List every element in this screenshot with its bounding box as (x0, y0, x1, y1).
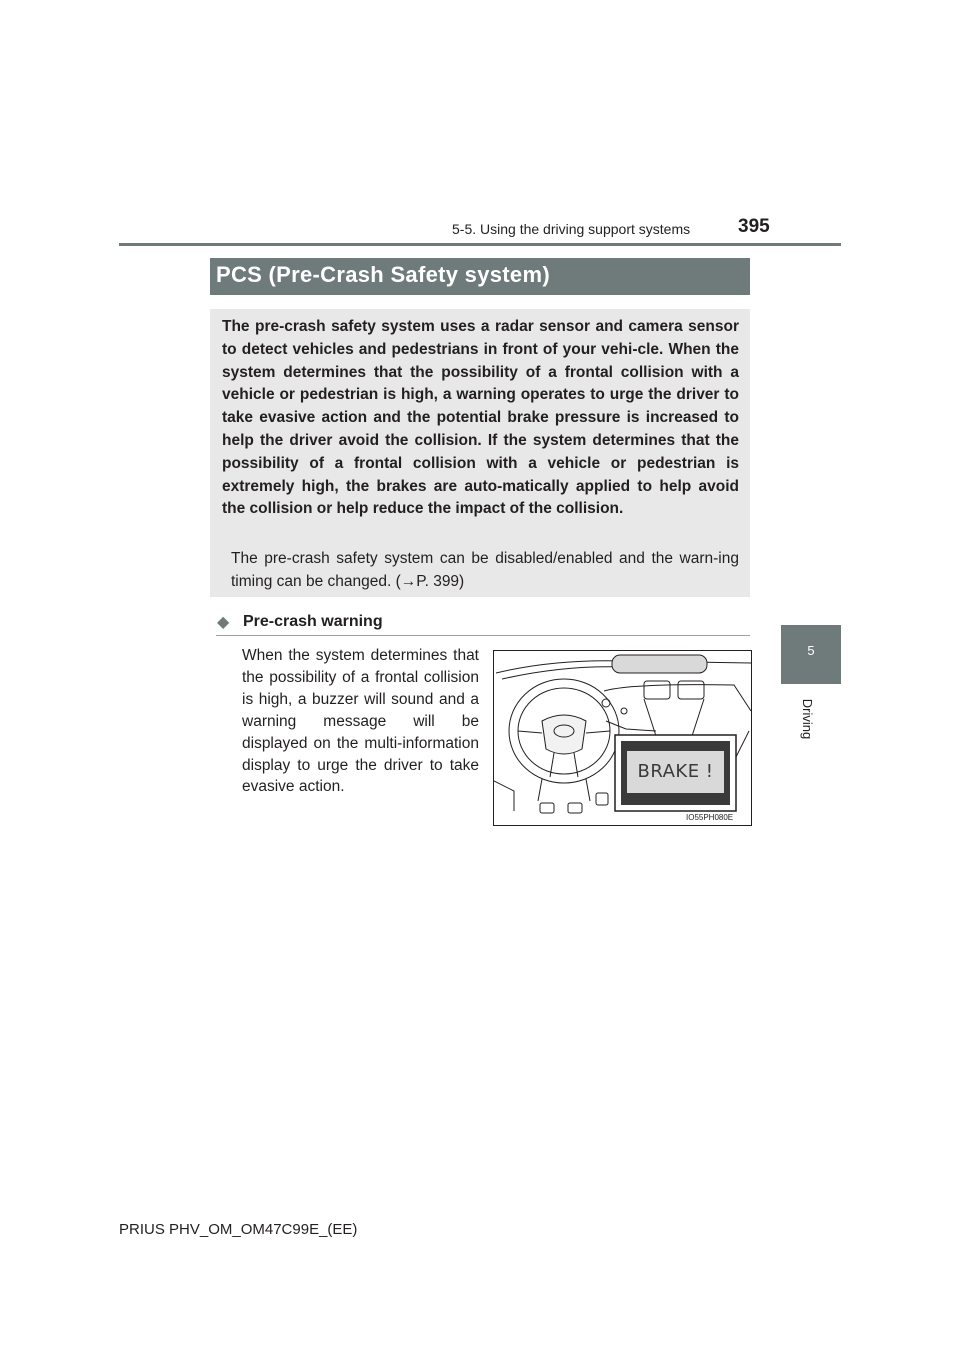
brake-warning-message: BRAKE ! (637, 761, 714, 782)
document-id-footer: PRIUS PHV_OM_OM47C99E_(EE) (119, 1221, 358, 1238)
subsection-body: When the system determines that the possibility of a frontal collision is high, a buzzer will sound and a warning message will be displayed on the multi-information display to urge the driver to take evasive action. (242, 647, 479, 796)
subsection-heading: Pre-crash warning (243, 613, 383, 630)
chapter-label: Driving (800, 698, 815, 740)
dashboard-illustration (493, 650, 752, 826)
header-rule (119, 243, 841, 246)
intro-note: The pre-crash safety system can be disabled/enabled and the warn-ing timing can be changed. (→P. 399) (231, 550, 739, 590)
running-header-section: 5-5. Using the driving support systems (452, 221, 691, 237)
diamond-bullet-icon: ◆ (217, 614, 230, 631)
dashboard-drawing (494, 651, 751, 825)
intro-summary: The pre-crash safety system uses a radar sensor and camera sensor to detect vehicles and pedestrians in front of your vehi-cle. When the system determines that the possibility of a frontal collision with a vehicle or pedestrian is high, a warning operates to urge the driver to take evasive action and the potential brake pressure is increased to help the driver avoid the collision. If the system determines that the possibility of a frontal collision with a vehicle or pedestrian is extremely high, the brakes are auto-matically applied to help avoid the collision or help reduce the impact of the collision. (222, 318, 739, 518)
subsection-rule (216, 635, 750, 636)
figure-code: IO55PH080E (686, 813, 734, 822)
page-number: 395 (738, 216, 770, 237)
page-title: PCS (Pre-Crash Safety system) (216, 262, 550, 287)
chapter-number: 5 (807, 643, 815, 658)
